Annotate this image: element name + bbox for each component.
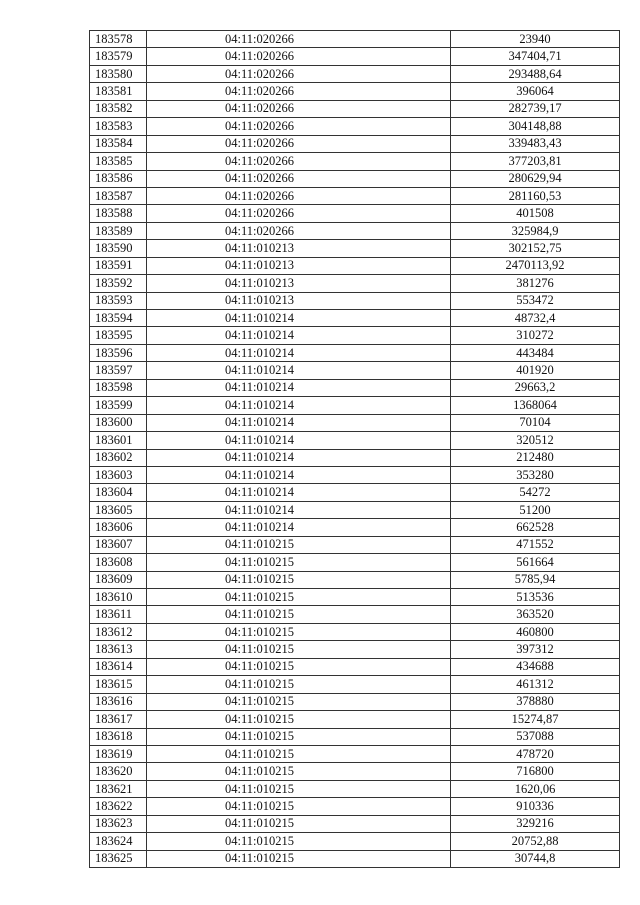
value-cell: 304148,88 (451, 118, 620, 135)
cadastral-code-cell: 04:11:020266 (147, 83, 451, 100)
record-number-cell: 183617 (90, 711, 147, 728)
table-row (90, 501, 620, 518)
value-cell: 280629,94 (451, 170, 620, 187)
table-row (90, 798, 620, 815)
record-number-cell: 183605 (90, 501, 147, 518)
record-number-cell: 183581 (90, 83, 147, 100)
value-cell: 23940 (451, 31, 620, 48)
value-cell: 282739,17 (451, 100, 620, 117)
table-row (90, 484, 620, 501)
table-row (90, 763, 620, 780)
value-cell: 537088 (451, 728, 620, 745)
record-number-cell: 183580 (90, 65, 147, 82)
record-number-cell: 183600 (90, 414, 147, 431)
table-row (90, 745, 620, 762)
table-row (90, 658, 620, 675)
record-number-cell: 183607 (90, 536, 147, 553)
value-cell: 353280 (451, 466, 620, 483)
cadastral-code-cell: 04:11:010213 (147, 240, 451, 257)
cadastral-code-cell: 04:11:020266 (147, 118, 451, 135)
value-cell: 281160,53 (451, 187, 620, 204)
record-number-cell: 183602 (90, 449, 147, 466)
cadastral-code-cell: 04:11:010214 (147, 484, 451, 501)
value-cell: 377203,81 (451, 153, 620, 170)
table-row (90, 780, 620, 797)
cadastral-code-cell: 04:11:010215 (147, 850, 451, 867)
record-number-cell: 183609 (90, 571, 147, 588)
table-row (90, 693, 620, 710)
cadastral-code-cell: 04:11:010213 (147, 257, 451, 274)
table-row (90, 65, 620, 82)
cadastral-code-cell: 04:11:010215 (147, 641, 451, 658)
table-row (90, 728, 620, 745)
record-number-cell: 183610 (90, 589, 147, 606)
value-cell: 51200 (451, 501, 620, 518)
table-row (90, 711, 620, 728)
table-row (90, 187, 620, 204)
record-number-cell: 183614 (90, 658, 147, 675)
table-row (90, 379, 620, 396)
value-cell: 910336 (451, 798, 620, 815)
cadastral-code-cell: 04:11:010214 (147, 432, 451, 449)
table-row (90, 344, 620, 361)
value-cell: 347404,71 (451, 48, 620, 65)
record-number-cell: 183593 (90, 292, 147, 309)
record-number-cell: 183590 (90, 240, 147, 257)
value-cell: 434688 (451, 658, 620, 675)
table-body (90, 31, 620, 868)
value-cell: 471552 (451, 536, 620, 553)
value-cell: 363520 (451, 606, 620, 623)
value-cell: 561664 (451, 554, 620, 571)
cadastral-code-cell: 04:11:020266 (147, 205, 451, 222)
value-cell: 70104 (451, 414, 620, 431)
cadastral-code-cell: 04:11:010215 (147, 711, 451, 728)
record-number-cell: 183604 (90, 484, 147, 501)
record-number-cell: 183621 (90, 780, 147, 797)
table-row (90, 292, 620, 309)
record-number-cell: 183623 (90, 815, 147, 832)
cadastral-code-cell: 04:11:020266 (147, 65, 451, 82)
table-row (90, 118, 620, 135)
cadastral-code-cell: 04:11:010214 (147, 362, 451, 379)
cadastral-code-cell: 04:11:010214 (147, 449, 451, 466)
value-cell: 293488,64 (451, 65, 620, 82)
table-row (90, 135, 620, 152)
cadastral-code-cell: 04:11:020266 (147, 100, 451, 117)
cadastral-code-cell: 04:11:010215 (147, 815, 451, 832)
cadastral-code-cell: 04:11:010213 (147, 275, 451, 292)
record-number-cell: 183583 (90, 118, 147, 135)
record-number-cell: 183599 (90, 397, 147, 414)
cadastral-code-cell: 04:11:010215 (147, 728, 451, 745)
cadastral-code-cell: 04:11:010215 (147, 623, 451, 640)
table-row (90, 327, 620, 344)
value-cell: 15274,87 (451, 711, 620, 728)
record-number-cell: 183586 (90, 170, 147, 187)
value-cell: 662528 (451, 519, 620, 536)
table-row (90, 205, 620, 222)
value-cell: 30744,8 (451, 850, 620, 867)
value-cell: 401508 (451, 205, 620, 222)
value-cell: 339483,43 (451, 135, 620, 152)
record-number-cell: 183618 (90, 728, 147, 745)
cadastral-code-cell: 04:11:010215 (147, 606, 451, 623)
cadastral-code-cell: 04:11:010215 (147, 676, 451, 693)
cadastral-code-cell: 04:11:010214 (147, 414, 451, 431)
table-row (90, 153, 620, 170)
value-cell: 381276 (451, 275, 620, 292)
table-row (90, 414, 620, 431)
table-row (90, 83, 620, 100)
record-number-cell: 183578 (90, 31, 147, 48)
value-cell: 397312 (451, 641, 620, 658)
record-number-cell: 183608 (90, 554, 147, 571)
record-number-cell: 183585 (90, 153, 147, 170)
value-cell: 212480 (451, 449, 620, 466)
value-cell: 320512 (451, 432, 620, 449)
value-cell: 401920 (451, 362, 620, 379)
value-cell: 443484 (451, 344, 620, 361)
record-number-cell: 183579 (90, 48, 147, 65)
table-row (90, 676, 620, 693)
cadastral-code-cell: 04:11:020266 (147, 31, 451, 48)
table-row (90, 641, 620, 658)
cadastral-code-cell: 04:11:010214 (147, 327, 451, 344)
record-number-cell: 183625 (90, 850, 147, 867)
record-number-cell: 183596 (90, 344, 147, 361)
table-row (90, 623, 620, 640)
cadastral-code-cell: 04:11:010214 (147, 501, 451, 518)
cadastral-code-cell: 04:11:010215 (147, 658, 451, 675)
cadastral-code-cell: 04:11:010215 (147, 589, 451, 606)
record-number-cell: 183588 (90, 205, 147, 222)
record-number-cell: 183584 (90, 135, 147, 152)
record-number-cell: 183601 (90, 432, 147, 449)
cadastral-code-cell: 04:11:020266 (147, 135, 451, 152)
value-cell: 1368064 (451, 397, 620, 414)
record-number-cell: 183606 (90, 519, 147, 536)
table-row (90, 606, 620, 623)
record-number-cell: 183594 (90, 310, 147, 327)
record-number-cell: 183622 (90, 798, 147, 815)
record-number-cell: 183620 (90, 763, 147, 780)
cadastral-code-cell: 04:11:010214 (147, 466, 451, 483)
data-table (89, 30, 620, 868)
record-number-cell: 183619 (90, 745, 147, 762)
value-cell: 716800 (451, 763, 620, 780)
cadastral-code-cell: 04:11:020266 (147, 187, 451, 204)
value-cell: 1620,06 (451, 780, 620, 797)
value-cell: 329216 (451, 815, 620, 832)
value-cell: 5785,94 (451, 571, 620, 588)
table-row (90, 554, 620, 571)
record-number-cell: 183587 (90, 187, 147, 204)
cadastral-code-cell: 04:11:010214 (147, 397, 451, 414)
value-cell: 302152,75 (451, 240, 620, 257)
table-row (90, 240, 620, 257)
table-row (90, 432, 620, 449)
record-number-cell: 183591 (90, 257, 147, 274)
table-row (90, 170, 620, 187)
cadastral-code-cell: 04:11:010214 (147, 519, 451, 536)
record-number-cell: 183597 (90, 362, 147, 379)
value-cell: 460800 (451, 623, 620, 640)
value-cell: 478720 (451, 745, 620, 762)
value-cell: 396064 (451, 83, 620, 100)
cadastral-code-cell: 04:11:010215 (147, 536, 451, 553)
value-cell: 378880 (451, 693, 620, 710)
cadastral-code-cell: 04:11:010214 (147, 379, 451, 396)
table-row (90, 100, 620, 117)
value-cell: 325984,9 (451, 222, 620, 239)
table-row (90, 222, 620, 239)
record-number-cell: 183624 (90, 833, 147, 850)
table-row (90, 275, 620, 292)
cadastral-code-cell: 04:11:010214 (147, 310, 451, 327)
table-row (90, 571, 620, 588)
table-row (90, 466, 620, 483)
table-row (90, 833, 620, 850)
record-number-cell: 183615 (90, 676, 147, 693)
record-number-cell: 183603 (90, 466, 147, 483)
value-cell: 461312 (451, 676, 620, 693)
record-number-cell: 183613 (90, 641, 147, 658)
table-row (90, 48, 620, 65)
cadastral-code-cell: 04:11:010215 (147, 571, 451, 588)
record-number-cell: 183592 (90, 275, 147, 292)
record-number-cell: 183611 (90, 606, 147, 623)
value-cell: 20752,88 (451, 833, 620, 850)
cadastral-code-cell: 04:11:020266 (147, 48, 451, 65)
cadastral-code-cell: 04:11:010213 (147, 292, 451, 309)
table-row (90, 815, 620, 832)
table-row (90, 310, 620, 327)
record-number-cell: 183598 (90, 379, 147, 396)
table-row (90, 589, 620, 606)
cadastral-code-cell: 04:11:020266 (147, 153, 451, 170)
record-number-cell: 183595 (90, 327, 147, 344)
cadastral-code-cell: 04:11:020266 (147, 170, 451, 187)
cadastral-code-cell: 04:11:010215 (147, 693, 451, 710)
cadastral-code-cell: 04:11:010215 (147, 745, 451, 762)
table-row (90, 31, 620, 48)
value-cell: 310272 (451, 327, 620, 344)
cadastral-code-cell: 04:11:010214 (147, 344, 451, 361)
cadastral-code-cell: 04:11:010215 (147, 798, 451, 815)
record-number-cell: 183582 (90, 100, 147, 117)
record-number-cell: 183612 (90, 623, 147, 640)
cadastral-code-cell: 04:11:020266 (147, 222, 451, 239)
value-cell: 513536 (451, 589, 620, 606)
value-cell: 29663,2 (451, 379, 620, 396)
table-row (90, 850, 620, 867)
cadastral-code-cell: 04:11:010215 (147, 780, 451, 797)
record-number-cell: 183589 (90, 222, 147, 239)
table-row (90, 362, 620, 379)
value-cell: 48732,4 (451, 310, 620, 327)
cadastral-code-cell: 04:11:010215 (147, 763, 451, 780)
table-row (90, 536, 620, 553)
value-cell: 553472 (451, 292, 620, 309)
value-cell: 54272 (451, 484, 620, 501)
cadastral-code-cell: 04:11:010215 (147, 833, 451, 850)
table-row (90, 257, 620, 274)
value-cell: 2470113,92 (451, 257, 620, 274)
table-row (90, 519, 620, 536)
record-number-cell: 183616 (90, 693, 147, 710)
table-row (90, 449, 620, 466)
cadastral-code-cell: 04:11:010215 (147, 554, 451, 571)
table-row (90, 397, 620, 414)
